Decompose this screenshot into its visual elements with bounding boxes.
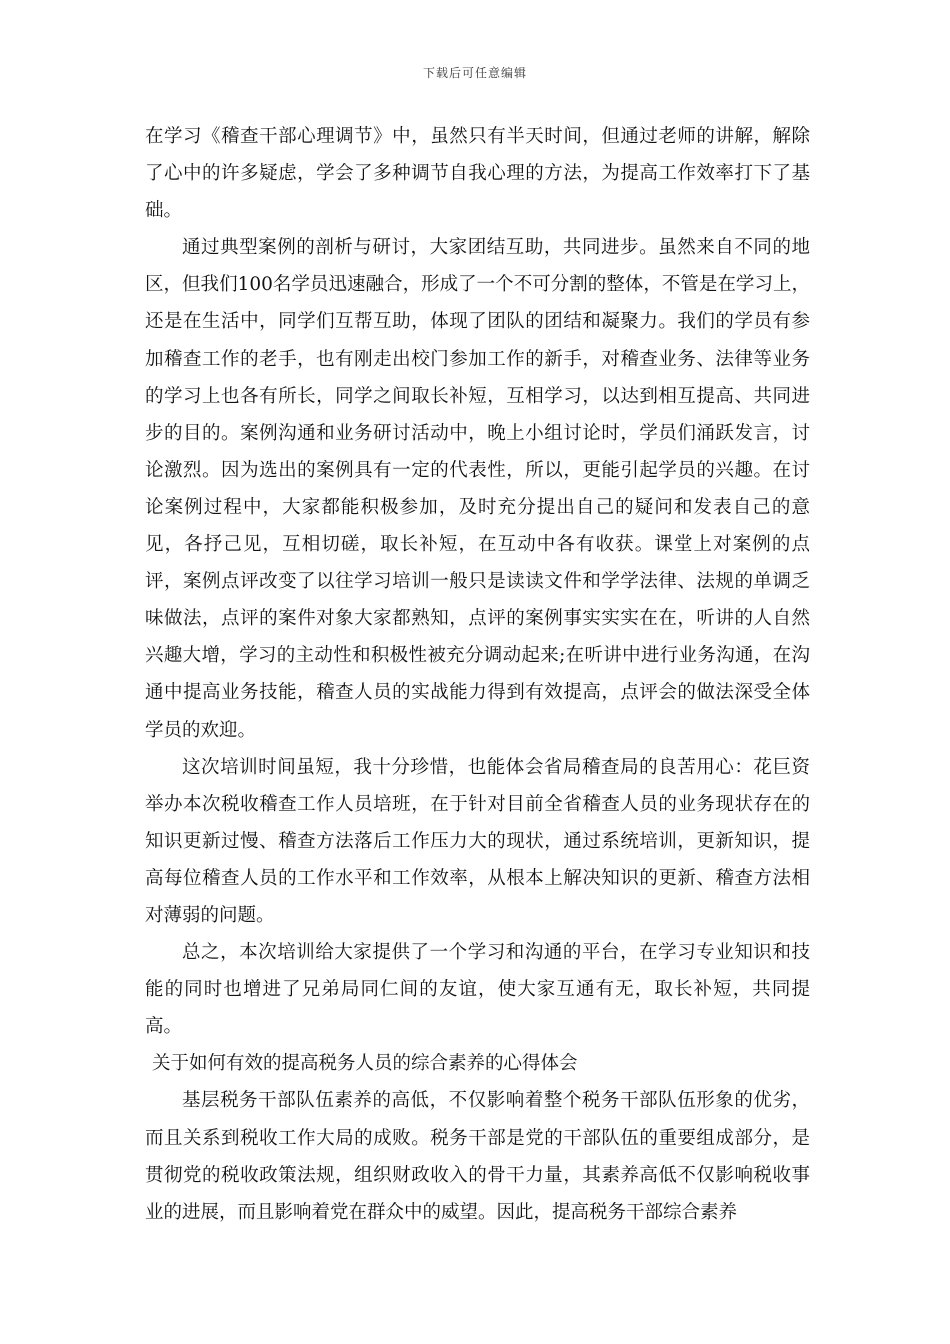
paragraph-1: 在学习《稽查干部心理调节》中，虽然只有半天时间，但通过老师的讲解，解除了心中的许多疑虑，学会了多种调节自我心理的方法，为提高工作效率打下了基础。: [145, 126, 810, 222]
paragraph-3: 这次培训时间虽短，我十分珍惜，也能体会省局稽查局的良苦用心：花巨资举办本次税收稽查工作人员培班，在于针对目前全省稽查人员的业务现状存在的知识更新过慢、稽查方法落后工作压力大的现状，通过系统培训，更新知识，提高每位稽查人员的工作水平和工作效率，从根本上解决知识的更新、稽查方法相对薄弱的问题。: [145, 756, 810, 926]
page-header: 下载后可任意编辑: [422, 66, 527, 80]
paragraph-4: 总之，本次培训给大家提供了一个学习和沟通的平台，在学习专业知识和技能的同时也增进了兄弟局同仁间的友谊，使大家互通有无，取长补短，共同提高。: [145, 942, 810, 1038]
paragraph-5: 基层税务干部队伍素养的高低，不仅影响着整个税务干部队伍形象的优劣，而且关系到税收工作大局的成败。税务干部是党的干部队伍的重要组成部分，是贯彻党的税收政策法规，组织财政收入的骨干力量，其素养高低不仅影响税收事业的进展，而且影响着党在群众中的威望。因此，提高税务干部综合素养: [145, 1090, 810, 1223]
paragraph-2: 通过典型案例的剖析与研讨，大家团结互助，共同进步。虽然来自不同的地区，但我们100名学员迅速融合，形成了一个不可分割的整体，不管是在学习上，还是在生活中，同学们互帮互助，体现了团队的团结和凝聚力。我们的学员有参加稽查工作的老手，也有刚走出校门参加工作的新手，对稽查业务、法律等业务的学习上也各有所长，同学之间取长补短，互相学习，以达到相互提高、共同进步的目的。案例沟通和业务研讨活动中，晚上小组讨论时，学员们涌跃发言，讨论激烈。因为选出的案例具有一定的代表性，所以，更能引起学员的兴趣。在讨论案例过程中，大家都能积极参加，及时充分提出自己的疑问和发表自己的意见，各抒己见，互相切磋，取长补短，在互动中各有收获。课堂上对案例的点评，案例点评改变了以往学习培训一般只是读读文件和学学法律、法规的单调乏味做法，点评的案件对象大家都熟知，点评的案例事实实实在在，听讲的人自然兴趣大增，学习的主动性和积极性被充分调动起来;在听讲中进行业务沟通，在沟通中提高业务技能，稽查人员的实战能力得到有效提高，点评会的做法深受全体学员的欢迎。: [145, 237, 810, 741]
document-body: [145, 118, 810, 1231]
section-heading: 关于如何有效的提高税务人员的综合素养的心得体会: [152, 1053, 578, 1075]
